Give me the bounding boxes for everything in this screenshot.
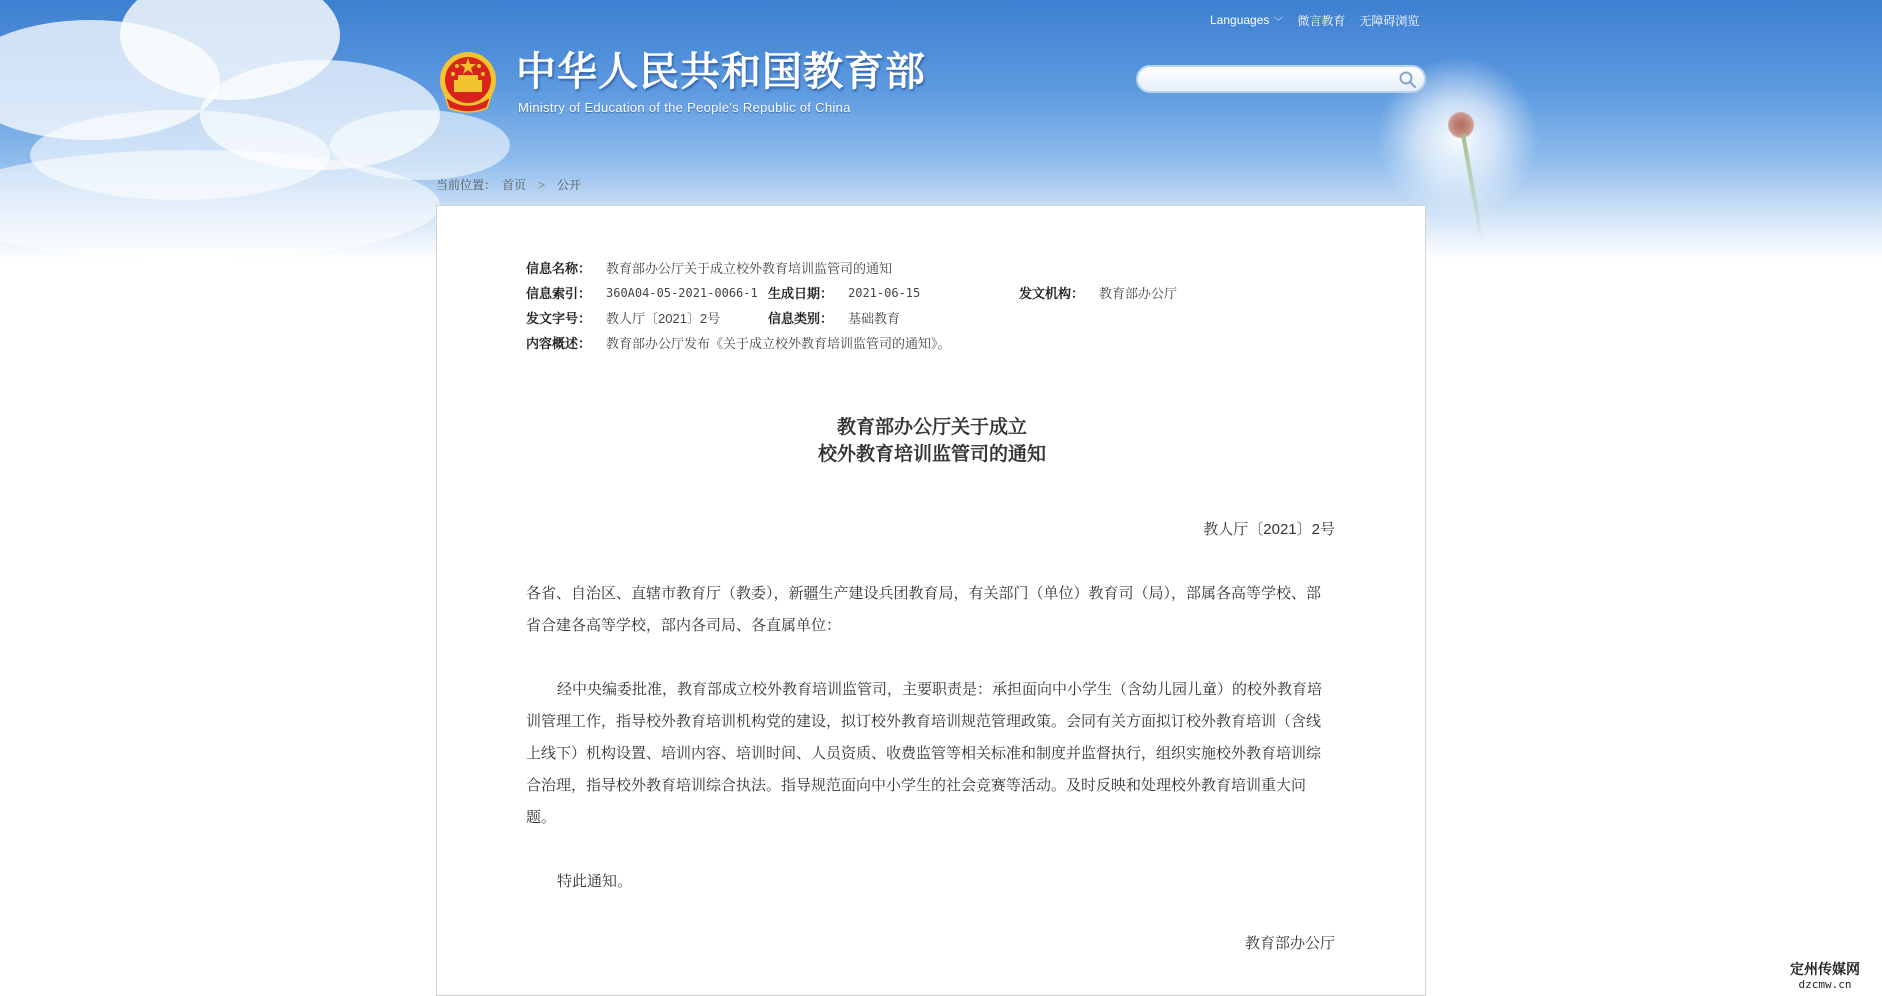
document-body: 经中央编委批准，教育部成立校外教育培训监管司，主要职责是：承担面向中小学生（含幼儿园儿童）的校外教育培训管理工作，指导校外教育培训机构党的建设，拟订校外教育培训规范管理政策。会同有关方面拟订校外教育培训（含线上线下）机构设置、培训内容、培训时间、人员资质、收费监管等相关标准和制度并监督执行，组织实施校外教育培训综合治理，指导校外教育培训综合执法。指导规范面向中小学生的社会竞赛等活动。及时反映和处理校外教育培训重大问题。 <box>526 681 1323 826</box>
info-index-value: 360A04-05-2021-0066-1 <box>606 286 758 300</box>
info-docno-label: 发文字号： <box>526 311 592 326</box>
info-summary-label: 内容概述： <box>526 336 592 351</box>
chevron-down-icon: ﹀ <box>1273 16 1284 28</box>
document-title-line1: 教育部办公厅关于成立 <box>836 416 1027 438</box>
languages-label: Languages <box>1210 13 1270 27</box>
search-icon[interactable] <box>1398 70 1418 90</box>
info-summary-value: 教育部办公厅发布《关于成立校外教育培训监管司的通知》。 <box>606 336 951 351</box>
watermark <box>1790 960 1860 992</box>
top-links <box>1210 11 1419 29</box>
document-panel <box>436 205 1426 996</box>
accessibility-link[interactable]: 无障碍浏览 <box>1359 13 1420 28</box>
info-name-value: 教育部办公厅关于成立校外教育培训监管司的通知 <box>606 261 893 276</box>
info-category-label: 信息类别： <box>768 311 834 326</box>
info-metadata <box>526 256 1346 356</box>
document-recipients: 各省、自治区、直辖市教育厅（教委），新疆生产建设兵团教育局，有关部门（单位）教育司（局），部属各高等学校、部省合建各高等学校，部内各司局、各直属单位： <box>526 585 1322 634</box>
weixin-link[interactable]: 微言教育 <box>1297 13 1346 28</box>
info-docno-value: 教人厅〔2021〕2号 <box>606 311 721 326</box>
search-input[interactable] <box>1150 70 1394 90</box>
info-index-label: 信息索引： <box>526 286 592 301</box>
document-number: 教人厅〔2021〕2号 <box>1203 521 1335 538</box>
languages-dropdown[interactable] <box>1210 13 1283 28</box>
breadcrumb-current[interactable]: 公开 <box>557 178 582 192</box>
info-row-docno <box>526 306 1346 331</box>
chevron-right-icon: > <box>538 177 546 192</box>
info-name-label: 信息名称： <box>526 261 592 276</box>
search-box <box>1136 65 1426 93</box>
info-date-value: 2021-06-15 <box>848 286 921 300</box>
national-emblem-icon[interactable] <box>437 50 499 116</box>
info-issuer-label: 发文机构： <box>1019 286 1085 301</box>
breadcrumb-prefix: 当前位置： <box>436 178 497 192</box>
watermark-cn: 定州传媒网 <box>1790 961 1860 977</box>
info-issuer-value: 教育部办公厅 <box>1099 286 1178 301</box>
info-row-summary <box>526 331 1346 356</box>
info-category-value: 基础教育 <box>848 311 901 326</box>
document-title <box>437 414 1427 468</box>
site-subtitle: Ministry of Education of the People's Republic of China <box>518 100 851 115</box>
info-date-label: 生成日期： <box>768 286 834 301</box>
info-row-index <box>526 281 1346 306</box>
info-row-name <box>526 256 1346 281</box>
document-signature: 教育部办公厅 <box>1244 935 1335 952</box>
document-closing: 特此通知。 <box>557 873 633 890</box>
document-title-line2: 校外教育培训监管司的通知 <box>817 443 1046 465</box>
breadcrumb <box>436 176 581 193</box>
site-title[interactable]: 中华人民共和国教育部 <box>516 49 926 95</box>
breadcrumb-home-link[interactable]: 首页 <box>502 178 527 192</box>
watermark-en: dzcmw.cn <box>1798 978 1852 991</box>
